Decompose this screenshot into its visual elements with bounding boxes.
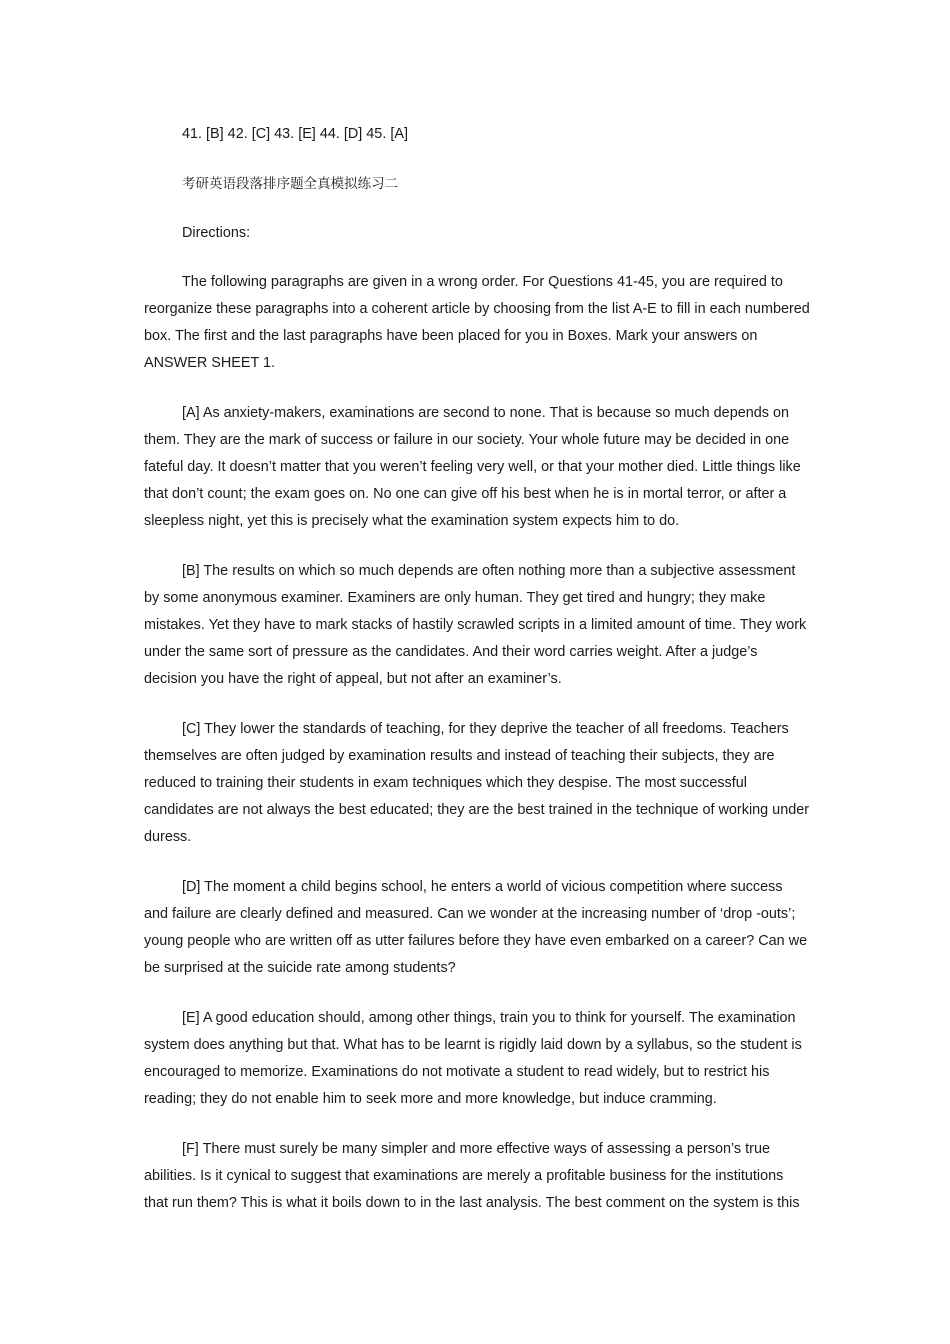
paragraph-b: [B] The results on which so much depends are often nothing more than a subjective assessment by some anonymous examiner. Examiners are only human. They get tired and hungry; they make mistakes. Yet they have to mark stacks of hastily scrawled scripts in a limited amount of time. They work under the same sort of pressure as the candidates. And their word carries weight. After a judge’s decision you have the right of appeal, but not after an examiner’s. (144, 563, 807, 687)
section-title: 考研英语段落排序题全真模拟练习二 (182, 176, 399, 192)
paragraph-c: [C] They lower the standards of teaching, for they deprive the teacher of all freedoms. Teachers themselves are often judged by examination results and instead of teaching their subjects, they are reduced to training their students in exam techniques which they despise. The most successful candidates are not always the best educated; they are the best trained in the technique of working under duress. (144, 721, 810, 845)
answer-key: 41. [B] 42. [C] 43. [E] 44. [D] 45. [A] (182, 126, 408, 142)
paragraph-a: [A] As anxiety-makers, examinations are second to none. That is because so much depends on them. They are the mark of success or failure in our society. Your whole future may be decided in one fateful day. It doesn’t matter that you weren’t feeling very well, or that your mother died. Little things like that don’t count; the exam goes on. No one can give off his best when he is in mortal terror, or after a sleepless night, yet this is precisely what the examination system expects him to do. (144, 405, 801, 529)
paragraph-d: [D] The moment a child begins school, he enters a world of vicious competition where success and failure are clearly defined and measured. Can we wonder at the increasing number of ‘drop -outs’; young people who are written off as utter failures before they have even embarked on a career? Can we be surprised at the suicide rate among students? (144, 879, 808, 976)
directions-heading: Directions: (182, 225, 251, 241)
directions-text: The following paragraphs are given in a wrong order. For Questions 41-45, you are required to reorganize these paragraphs into a coherent article by choosing from the list A-E to fill in each numbered box. The first and the last paragraphs have been placed for you in Boxes. Mark your answers on ANSWER SHEET 1. (144, 274, 810, 371)
paragraph-e: [E] A good education should, among other things, train you to think for yourself. The examination system does anything but that. What has to be learnt is rigidly laid down by a syllabus, so the student is encouraged to memorize. Examinations do not motivate a student to read widely, but to restrict his reading; they do not enable him to seek more and more knowledge, but induce cramming. (144, 1010, 802, 1107)
paragraph-f: [F] There must surely be many simpler and more effective ways of assessing a person’s true abilities. Is it cynical to suggest that examinations are merely a profitable business for the institutions that run them? This is what it boils down to in the last analysis. The best comment on the system is this (144, 1141, 800, 1211)
